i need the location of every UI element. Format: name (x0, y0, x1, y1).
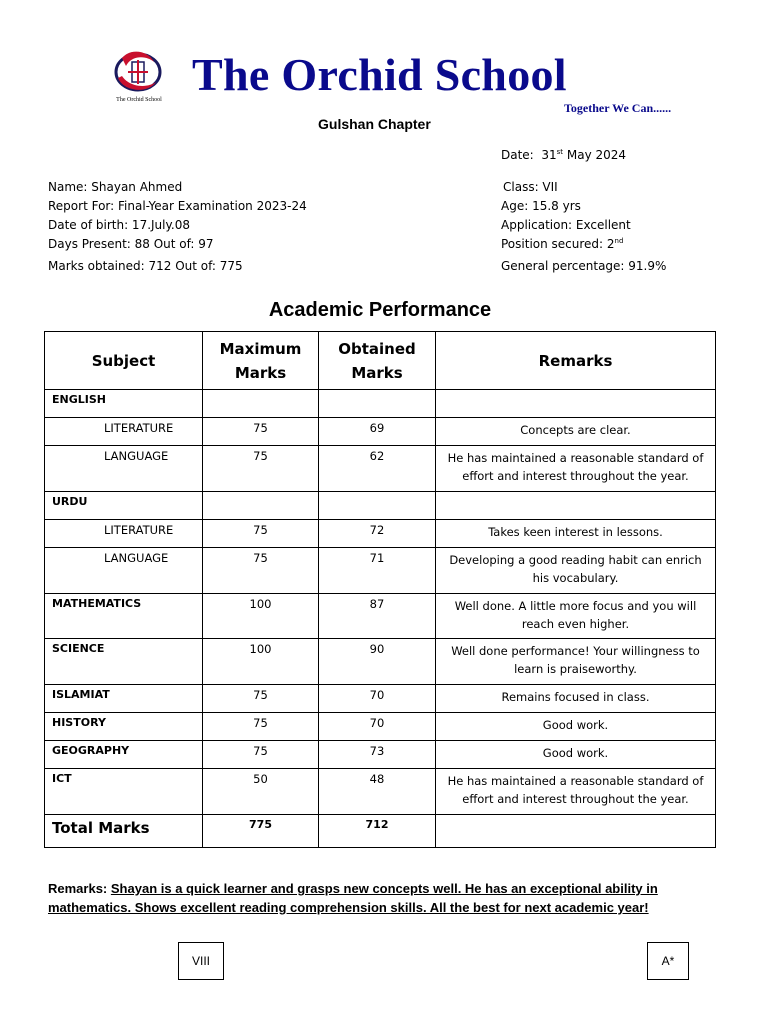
max-cell: 50 (203, 769, 319, 815)
student-age: Age: 15.8 yrs (501, 199, 581, 213)
obtained-cell: 87 (319, 594, 436, 639)
remarks-cell: He has maintained a reasonable standard of effort and interest throughout the year. (436, 769, 716, 815)
total-label: Total Marks (45, 815, 203, 848)
days-present: Days Present: 88 Out of: 97 (48, 237, 214, 251)
subject-cell: ISLAMIAT (45, 685, 203, 713)
obtained-cell: 70 (319, 685, 436, 713)
max-cell: 75 (203, 418, 319, 446)
remarks-cell: Takes keen interest in lessons. (436, 520, 716, 548)
table-row (45, 548, 716, 594)
remarks-cell: Good work. (436, 741, 716, 769)
max-cell: 75 (203, 548, 319, 594)
header-obtained-marks: Obtained Marks (319, 332, 436, 390)
subject-cell: URDU (45, 492, 203, 520)
grade-box: A* (647, 942, 689, 980)
table-row (45, 741, 716, 769)
header-max-marks: Maximum Marks (203, 332, 319, 390)
subject-cell: LANGUAGE (45, 548, 203, 594)
max-cell: 75 (203, 713, 319, 741)
marks-table (44, 331, 716, 848)
total-remarks (436, 815, 716, 848)
remarks-cell: Concepts are clear. (436, 418, 716, 446)
obtained-cell (319, 390, 436, 418)
table-row (45, 713, 716, 741)
max-cell: 75 (203, 446, 319, 492)
total-row (45, 815, 716, 848)
date-of-birth: Date of birth: 17.July.08 (48, 218, 190, 232)
student-class: Class: VII (503, 180, 558, 194)
subject-cell: HISTORY (45, 713, 203, 741)
general-percentage: General percentage: 91.9% (501, 259, 667, 273)
remarks-cell: Well done. A little more focus and you will reach even higher. (436, 594, 716, 639)
chapter-name: Gulshan Chapter (318, 116, 431, 132)
table-row (45, 390, 716, 418)
obtained-cell: 71 (319, 548, 436, 594)
remarks-cell (436, 492, 716, 520)
obtained-cell: 70 (319, 713, 436, 741)
remarks-label: Remarks: (48, 881, 108, 896)
total-obtained: 712 (319, 815, 436, 848)
max-cell (203, 390, 319, 418)
subject-cell: GEOGRAPHY (45, 741, 203, 769)
obtained-cell: 90 (319, 639, 436, 685)
subject-cell: LITERATURE (45, 520, 203, 548)
obtained-cell: 48 (319, 769, 436, 815)
max-cell (203, 492, 319, 520)
position-secured: Position secured: 2nd (501, 237, 624, 251)
remarks-cell: Developing a good reading habit can enrich his vocabulary. (436, 548, 716, 594)
obtained-cell: 72 (319, 520, 436, 548)
obtained-cell: 69 (319, 418, 436, 446)
subject-cell: SCIENCE (45, 639, 203, 685)
max-cell: 75 (203, 685, 319, 713)
obtained-cell: 73 (319, 741, 436, 769)
next-class-box: VIII (178, 942, 224, 980)
subject-cell: LANGUAGE (45, 446, 203, 492)
student-name: Name: Shayan Ahmed (48, 180, 183, 194)
table-header-row (45, 332, 716, 390)
section-title: Academic Performance (268, 299, 492, 321)
remarks-cell: Good work. (436, 713, 716, 741)
remarks-cell: Well done performance! Your willingness to learn is praiseworthy. (436, 639, 716, 685)
remarks-cell: Remains focused in class. (436, 685, 716, 713)
max-cell: 100 (203, 639, 319, 685)
subject-cell: ENGLISH (45, 390, 203, 418)
max-cell: 75 (203, 520, 319, 548)
school-motto: Together We Can...... (564, 101, 672, 115)
max-cell: 100 (203, 594, 319, 639)
application: Application: Excellent (501, 218, 631, 232)
table-row (45, 418, 716, 446)
remarks-text: Shayan is a quick learner and grasps new concepts well. He has an exceptional ability in mathematics. Shows excellent reading comprehension skills. All the best for next academic year! (48, 881, 658, 915)
table-row (45, 492, 716, 520)
max-cell: 75 (203, 741, 319, 769)
remarks-cell: He has maintained a reasonable standard of effort and interest throughout the year. (436, 446, 716, 492)
table-row (45, 639, 716, 685)
total-max: 775 (203, 815, 319, 848)
table-row (45, 520, 716, 548)
header-subject: Subject (45, 332, 203, 390)
subject-cell: LITERATURE (45, 418, 203, 446)
marks-obtained: Marks obtained: 712 Out of: 775 (48, 259, 243, 273)
table-row (45, 594, 716, 639)
obtained-cell (319, 492, 436, 520)
obtained-cell: 62 (319, 446, 436, 492)
report-for: Report For: Final-Year Examination 2023-24 (48, 199, 307, 213)
report-date: Date: 31st May 2024 (501, 148, 627, 162)
overall-remarks (48, 879, 728, 917)
remarks-cell (436, 390, 716, 418)
subject-cell: ICT (45, 769, 203, 815)
logo-caption: The Orchid School (116, 97, 162, 103)
table-row (45, 769, 716, 815)
header-remarks: Remarks (436, 332, 716, 390)
school-name: The Orchid School (192, 49, 567, 100)
table-row (45, 685, 716, 713)
table-row (45, 446, 716, 492)
subject-cell: MATHEMATICS (45, 594, 203, 639)
